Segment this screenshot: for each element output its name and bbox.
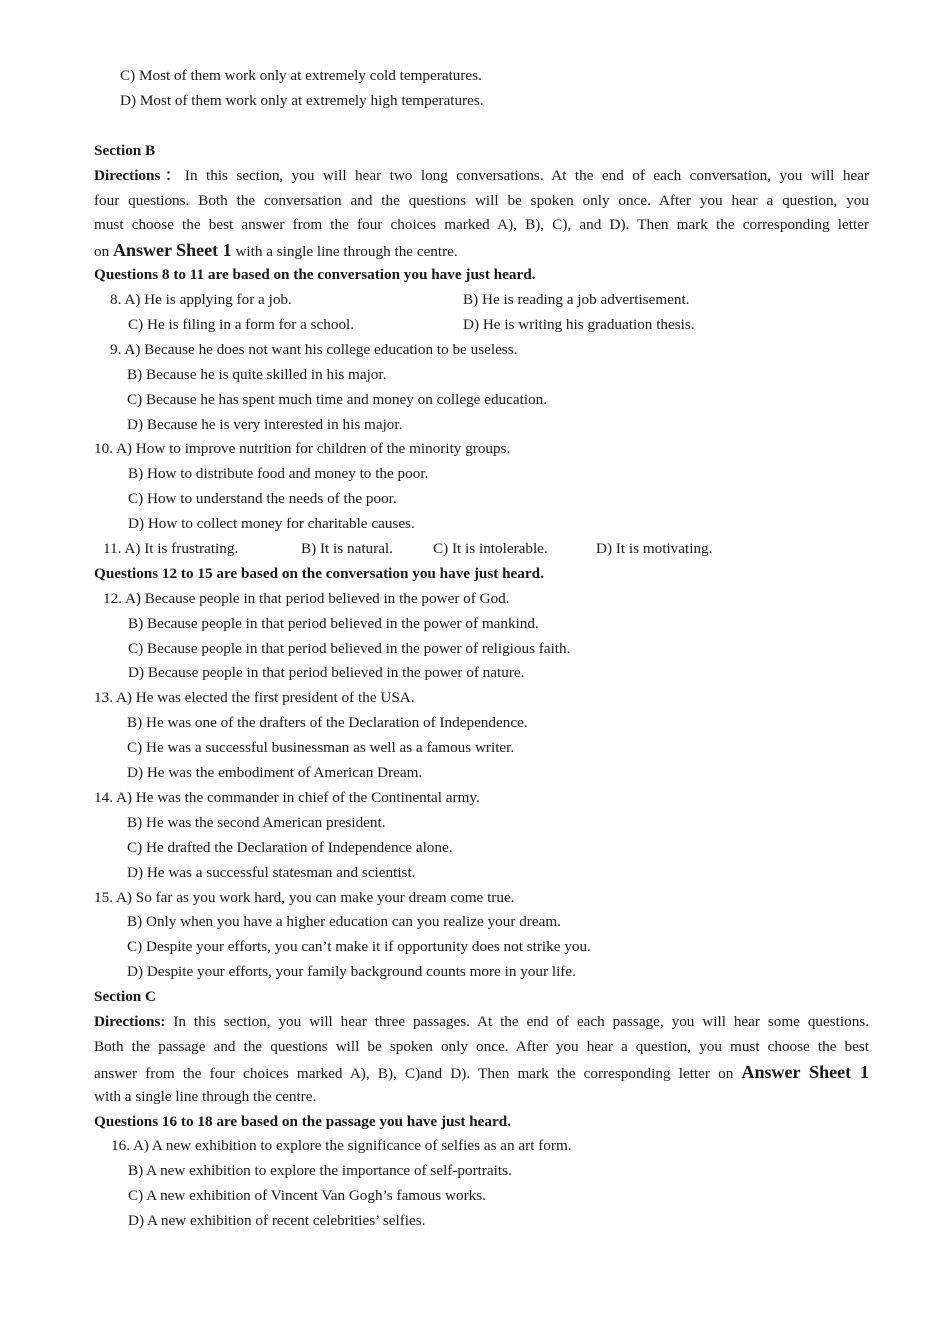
option-d-prev: D) Most of them work only at extremely high temperatures. bbox=[120, 91, 484, 109]
q11-option-c: C) It is intolerable. bbox=[433, 540, 548, 558]
q12-option-c: C) Because people in that period believed in the power of religious faith. bbox=[128, 639, 571, 657]
option-c-prev: C) Most of them work only at extremely cold temperatures. bbox=[120, 67, 482, 84]
directions-label: Directions: bbox=[94, 1012, 166, 1030]
q10-option-a: 10. A) How to improve nutrition for children of the minority groups. bbox=[94, 440, 511, 458]
section-c-directions-line2: Both the passage and the questions will be spoken only once. After you hear a question, you must choose the best bbox=[94, 1037, 869, 1055]
exam-page bbox=[94, 64, 869, 1234]
question-8-row2 bbox=[94, 313, 869, 338]
section-c-heading: Section C bbox=[94, 988, 157, 1006]
q16-option-c: C) A new exhibition of Vincent Van Gogh’s famous works. bbox=[128, 1187, 486, 1205]
q11-option-a: 11. A) It is frustrating. bbox=[103, 540, 239, 558]
section-c-directions-line1: Directions: In this section, you will hear three passages. At the end of each passage, you will hear some questions. bbox=[94, 1012, 869, 1030]
q15-option-a: 15. A) So far as you work hard, you can make your dream come true. bbox=[94, 888, 515, 906]
q10-option-b: B) How to distribute food and money to the poor. bbox=[128, 465, 429, 483]
answer-sheet-label: Answer Sheet 1 bbox=[741, 1061, 869, 1082]
section-b-heading: Section B bbox=[94, 141, 156, 159]
q8-option-a: 8. A) He is applying for a job. bbox=[110, 291, 292, 309]
q15-option-c: C) Despite your efforts, you can’t make it if opportunity does not strike you. bbox=[127, 938, 591, 956]
section-b-directions-line4: on Answer Sheet 1 with a single line through the centre. bbox=[94, 240, 458, 261]
q13-option-c: C) He was a successful businessman as well as a famous writer. bbox=[127, 739, 515, 757]
section-c-directions-line3: answer from the four choices marked A), B), C)and D). Then mark the corresponding letter on Answer Sheet 1 bbox=[94, 1061, 869, 1082]
question-8-row1 bbox=[94, 288, 869, 313]
q13-option-d: D) He was the embodiment of American Dream. bbox=[127, 764, 423, 782]
q9-option-b: B) Because he is quite skilled in his major. bbox=[127, 365, 387, 383]
q10-option-d: D) How to collect money for charitable causes. bbox=[128, 515, 415, 533]
q8-option-d: D) He is writing his graduation thesis. bbox=[463, 316, 695, 334]
q16-option-d: D) A new exhibition of recent celebrities’ selfies. bbox=[128, 1212, 426, 1230]
q11-option-b: B) It is natural. bbox=[301, 540, 393, 558]
q12-option-a: 12. A) Because people in that period believed in the power of God. bbox=[103, 589, 510, 607]
q8-option-c: C) He is filing in a form for a school. bbox=[128, 316, 355, 334]
q15-option-d: D) Despite your efforts, your family background counts more in your life. bbox=[127, 963, 576, 981]
q13-option-a: 13. A) He was elected the first president of the USA. bbox=[94, 689, 415, 707]
q14-option-d: D) He was a successful statesman and scientist. bbox=[127, 863, 416, 881]
q8-option-b: B) He is reading a job advertisement. bbox=[463, 291, 690, 309]
directions-label: Directions： bbox=[94, 166, 185, 184]
section-c-directions-line4: with a single line through the centre. bbox=[94, 1087, 317, 1105]
question-group-16-18: Questions 16 to 18 are based on the passage you have just heard. bbox=[94, 1112, 511, 1130]
q14-option-a: 14. A) He was the commander in chief of the Continental army. bbox=[94, 788, 480, 806]
q12-option-d: D) Because people in that period believed in the power of nature. bbox=[128, 664, 525, 682]
q14-option-c: C) He drafted the Declaration of Independence alone. bbox=[127, 838, 453, 856]
q9-option-d: D) Because he is very interested in his major. bbox=[127, 415, 403, 433]
question-11-row bbox=[94, 537, 869, 562]
q13-option-b: B) He was one of the drafters of the Declaration of Independence. bbox=[127, 714, 528, 732]
question-group-12-15: Questions 12 to 15 are based on the conversation you have just heard. bbox=[94, 564, 544, 582]
q16-option-a: 16. A) A new exhibition to explore the significance of selfies as an art form. bbox=[111, 1137, 572, 1155]
q12-option-b: B) Because people in that period believed in the power of mankind. bbox=[128, 614, 539, 632]
q9-option-a: 9. A) Because he does not want his college education to be useless. bbox=[110, 340, 518, 358]
q15-option-b: B) Only when you have a higher education can you realize your dream. bbox=[127, 913, 561, 931]
q10-option-c: C) How to understand the needs of the poor. bbox=[128, 490, 397, 508]
section-b-directions-line1: Directions：In this section, you will hear two long conversations. At the end of each conversation, you will hear bbox=[94, 166, 869, 184]
q16-option-b: B) A new exhibition to explore the importance of self-portraits. bbox=[128, 1162, 512, 1180]
section-b-directions-line3: must choose the best answer from the four choices marked A), B), C), and D). Then mark the corresponding letter bbox=[94, 216, 869, 234]
answer-sheet-label: Answer Sheet 1 bbox=[112, 240, 232, 261]
q11-option-d: D) It is motivating. bbox=[596, 540, 713, 558]
question-group-8-11: Questions 8 to 11 are based on the conversation you have just heard. bbox=[94, 266, 536, 284]
q9-option-c: C) Because he has spent much time and money on college education. bbox=[127, 390, 548, 408]
section-b-directions-line2: four questions. Both the conversation and the questions will be spoken only once. After you hear a question, you bbox=[94, 191, 869, 209]
q14-option-b: B) He was the second American president. bbox=[127, 813, 386, 831]
